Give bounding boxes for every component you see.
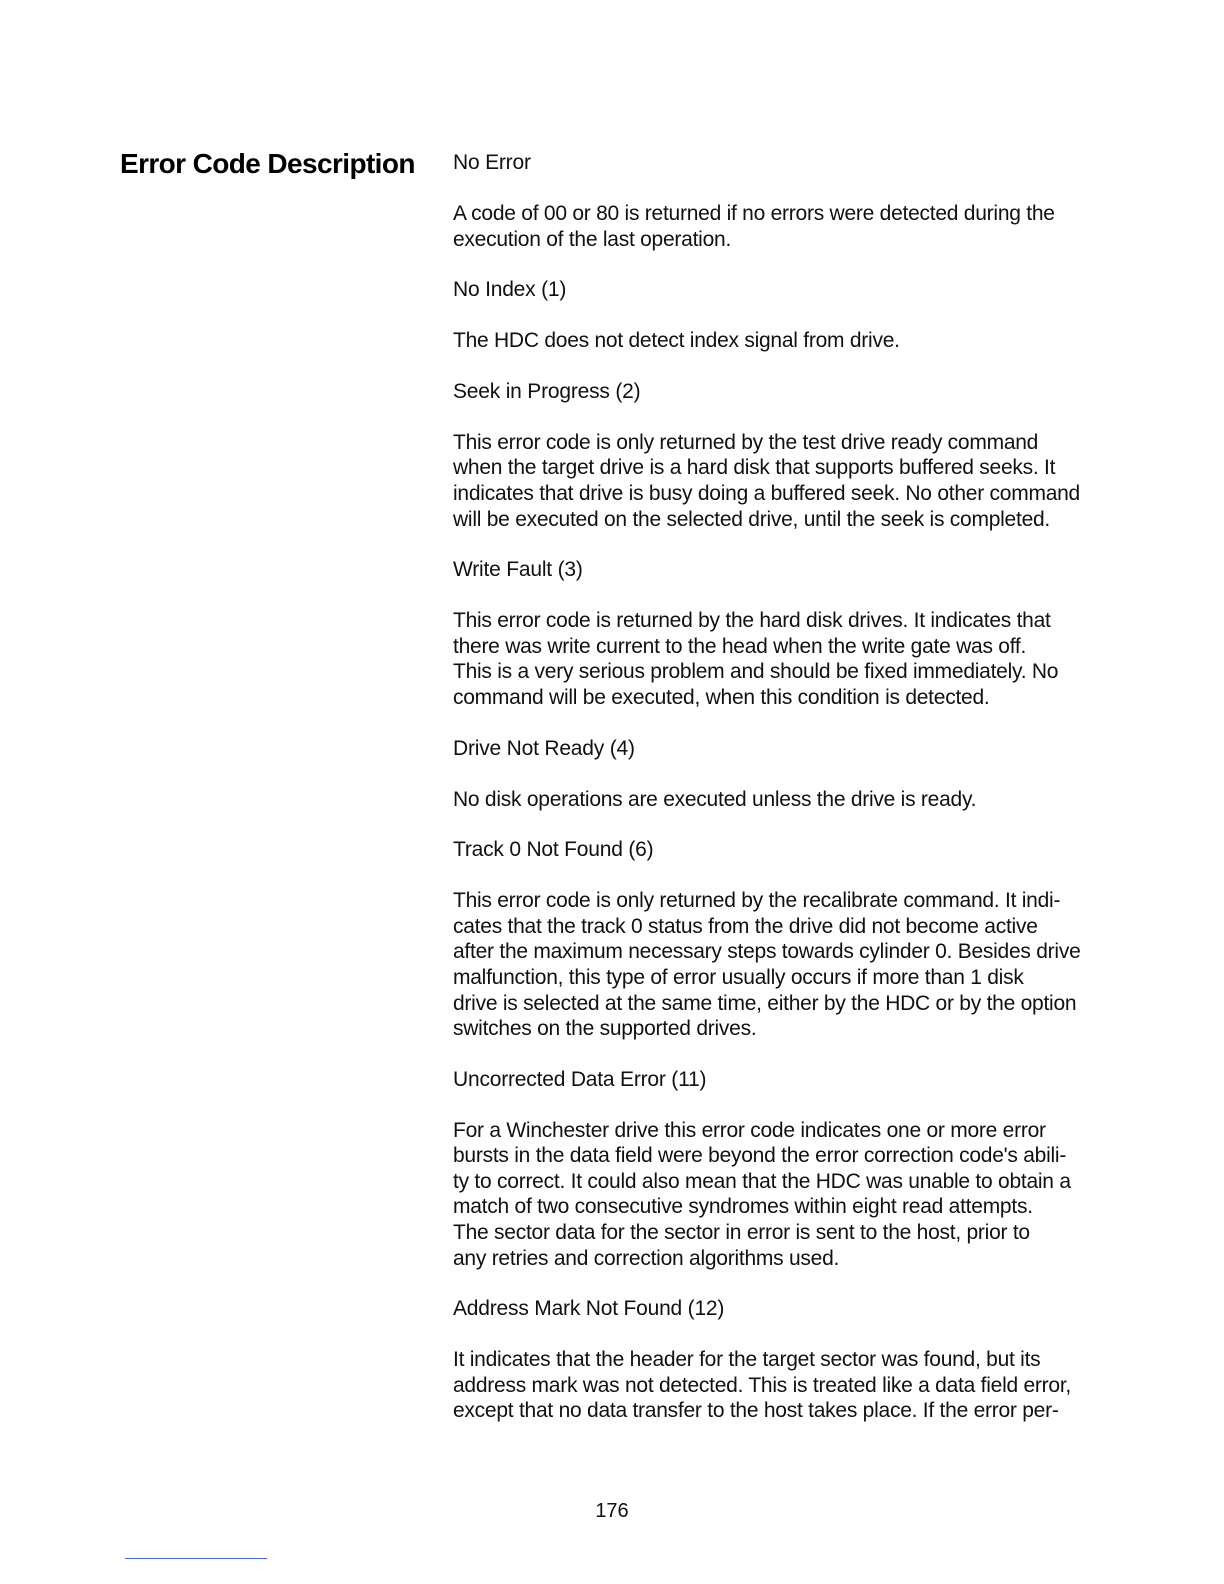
body-line: there was write current to the head when the write gate was off. bbox=[453, 634, 1027, 658]
entry-body-no-error bbox=[453, 201, 1093, 252]
entry-title-write-fault: Write Fault (3) bbox=[453, 558, 583, 582]
entry-title-uncorrected-data-error: Uncorrected Data Error (11) bbox=[453, 1067, 707, 1091]
entry-title-no-error: No Error bbox=[453, 151, 531, 174]
body-line: address mark was not detected. This is treated like a data field error, bbox=[453, 1373, 1072, 1397]
body-line: This error code is only returned by the recalibrate command. It indi- bbox=[453, 889, 1061, 913]
body-line: cates that the track 0 status from the drive did not become active bbox=[453, 914, 1038, 938]
entry-body-write-fault bbox=[453, 608, 1093, 710]
error-code-list bbox=[453, 150, 1093, 1449]
body-line: malfunction, this type of error usually occurs if more than 1 disk bbox=[453, 965, 1024, 989]
body-line: switches on the supported drives. bbox=[453, 1017, 757, 1041]
body-line: will be executed on the selected drive, until the seek is completed. bbox=[453, 507, 1051, 531]
body-line: For a Winchester drive this error code indicates one or more error bbox=[453, 1118, 1046, 1142]
body-line: A code of 00 or 80 is returned if no errors were detected during the bbox=[453, 202, 1055, 225]
body-line: match of two consecutive syndromes within eight read attempts. bbox=[453, 1195, 1033, 1219]
entry-body-seek-in-progress bbox=[453, 430, 1093, 532]
footer-rule bbox=[125, 1558, 267, 1559]
page-number: 176 bbox=[595, 1500, 629, 1522]
section-heading: Error Code Description bbox=[120, 148, 415, 179]
body-line: after the maximum necessary steps towards cylinder 0. Besides drive bbox=[453, 940, 1081, 964]
entry-title-no-index: No Index (1) bbox=[453, 278, 567, 302]
body-line: bursts in the data field were beyond the error correction code's abili- bbox=[453, 1144, 1067, 1168]
entry-body-address-mark-not-found bbox=[453, 1347, 1093, 1424]
body-line: ty to correct. It could also mean that the HDC was unable to obtain a bbox=[453, 1169, 1071, 1193]
body-line: command will be executed, when this condition is detected. bbox=[453, 685, 990, 709]
entry-title-track-0-not-found: Track 0 Not Found (6) bbox=[453, 838, 654, 862]
body-line: indicates that drive is busy doing a buffered seek. No other command bbox=[453, 481, 1080, 505]
entry-title-drive-not-ready: Drive Not Ready (4) bbox=[453, 736, 635, 760]
entry-body-drive-not-ready bbox=[453, 787, 1093, 813]
body-line: execution of the last operation. bbox=[453, 227, 732, 251]
entry-body-uncorrected-data-error bbox=[453, 1118, 1093, 1272]
entry-body-no-index bbox=[453, 328, 1093, 354]
body-line: The HDC does not detect index signal from drive. bbox=[453, 329, 900, 353]
body-line: The sector data for the sector in error is sent to the host, prior to bbox=[453, 1221, 1030, 1245]
body-line: This error code is only returned by the test drive ready command bbox=[453, 430, 1039, 454]
body-line: This error code is returned by the hard disk drives. It indicates that bbox=[453, 609, 1051, 633]
body-line: when the target drive is a hard disk that supports buffered seeks. It bbox=[453, 456, 1056, 480]
body-line: any retries and correction algorithms used. bbox=[453, 1246, 840, 1270]
body-line: except that no data transfer to the host takes place. If the error per- bbox=[453, 1399, 1059, 1423]
entry-title-address-mark-not-found: Address Mark Not Found (12) bbox=[453, 1297, 725, 1321]
entry-title-seek-in-progress: Seek in Progress (2) bbox=[453, 379, 641, 403]
entry-body-track-0-not-found bbox=[453, 888, 1093, 1042]
body-line: It indicates that the header for the target sector was found, but its bbox=[453, 1348, 1041, 1372]
body-line: This is a very serious problem and should be fixed immediately. No bbox=[453, 660, 1059, 684]
body-line: drive is selected at the same time, either by the HDC or by the option bbox=[453, 991, 1077, 1015]
body-line: No disk operations are executed unless the drive is ready. bbox=[453, 787, 977, 811]
